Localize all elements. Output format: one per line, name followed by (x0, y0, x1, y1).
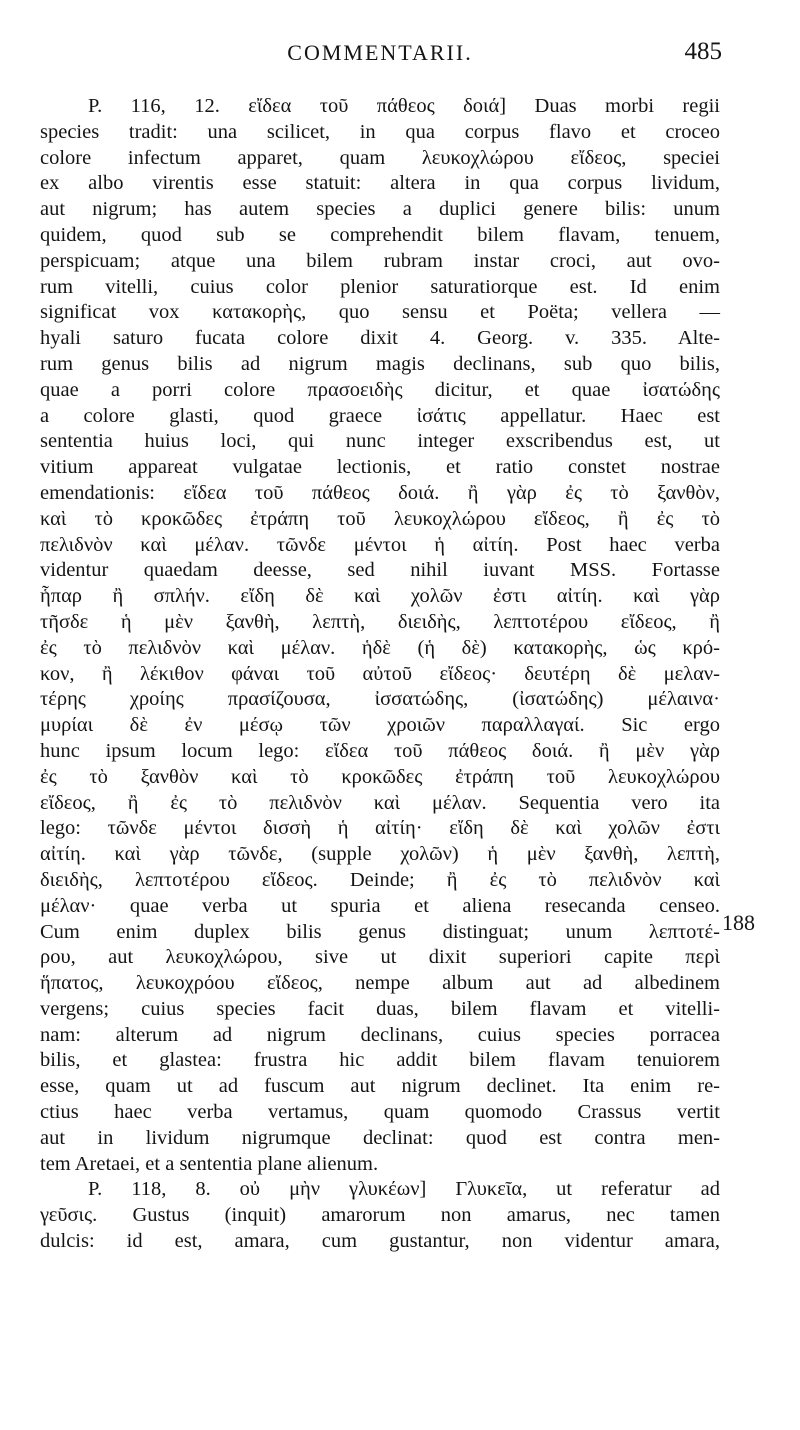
text-line: hunc ipsum locum lego: εἴδεα τοῦ πάθεος δοιά. ἢ μὲν γὰρ (40, 739, 720, 762)
text-line: nam: alterum ad nigrum declinans, cuius species porracea (40, 1023, 720, 1046)
text-line: significat vox κατακορὴς, quo sensu et Poëta; vellera — (40, 301, 720, 324)
text-line: esse, quam ut ad fuscum aut nigrum declinet. Ita enim re- (40, 1075, 720, 1098)
text-line: ἥπατος, λευκοχρόου εἴδεος, nempe album aut ad albedinem (40, 972, 720, 995)
text-line: species tradit: una scilicet, in qua corpus flavo et croceo (40, 120, 720, 143)
text-line: sententia huius loci, qui nunc integer exscribendus est, ut (40, 430, 720, 453)
text-line: ἐς τὸ πελιδνὸν καὶ μέλαν. ἡδὲ (ἡ δὲ) κατακορὴς, ὡς κρό- (40, 636, 720, 659)
text-line: ctius haec verba vertamus, quam quomodo Crassus vertit (40, 1101, 720, 1124)
text-line: ex albo virentis esse statuit: altera in qua corpus lividum, (40, 172, 720, 195)
text-line: aut in lividum nigrumque declinat: quod est contra men- (40, 1126, 720, 1149)
text-line: vergens; cuius species facit duas, bilem flavam et vitelli- (40, 997, 720, 1020)
text-line: perspicuam; atque una bilem rubram instar croci, aut ovo- (40, 249, 720, 272)
text-line: πελιδνὸν καὶ μέλαν. τῶνδε μέντοι ἡ αἰτίη. Post haec verba (40, 533, 720, 556)
text-line: hyali saturo fucata colore dixit 4. Georg. v. 335. Alte- (40, 327, 720, 350)
text-line: rum vitelli, cuius color plenior saturatiorque est. Id enim (40, 275, 720, 298)
text-line: τῆσδε ἡ μὲν ξανθὴ, λεπτὴ, διειδὴς, λεπτοτέρου εἴδεος, ἢ (40, 610, 720, 633)
page-header (40, 38, 720, 78)
text-line: tem Aretaei, et a sententia plane alienum. (40, 1152, 379, 1175)
text-line: dulcis: id est, amara, cum gustantur, non videntur amara, (40, 1230, 720, 1253)
text-line: colore infectum apparet, quam λευκοχλώρου εἴδεος, speciei (40, 146, 720, 169)
text-line: μέλαν· quae verba ut spuria et aliena resecanda censeo. (40, 894, 720, 917)
text-line: ρου, aut λευκοχλώρου, sive ut dixit superiori capite περὶ (40, 946, 720, 969)
text-line: αἰτίη. καὶ γὰρ τῶνδε, (supple χολῶν) ἡ μὲν ξανθὴ, λεπτὴ, (40, 843, 720, 866)
text-line: ἧπαρ ἢ σπλήν. εἴδη δὲ καὶ χολῶν ἐστι αἰτίη. καὶ γὰρ (40, 585, 720, 608)
commentary-text (40, 94, 720, 1255)
text-line: Cum enim duplex bilis genus distinguat; unum λεπτοτέ- (40, 920, 720, 943)
text-line: κον, ἢ λέκιθον φάναι τοῦ αὐτοῦ εἴδεος· δευτέρη δὲ μελαν- (40, 662, 720, 685)
page-number: 485 (684, 38, 722, 65)
margin-page-marker: 188 (722, 910, 755, 935)
text-line: τέρης χροίης πρασίζουσα, ἰσσατώδης, (ἰσατώδης) μέλαινα· (40, 688, 720, 711)
text-line: καὶ τὸ κροκῶδες ἐτράπη τοῦ λευκοχλώρου εἴδεος, ἢ ἐς τὸ (40, 507, 720, 530)
text-line: P. 116, 12. εἴδεα τοῦ πάθεος δοιά] Duas morbi regii (88, 95, 720, 117)
text-line: rum genus bilis ad nigrum magis declinans, sub quo bilis, (40, 352, 720, 375)
text-line: videntur quaedam deesse, sed nihil iuvant MSS. Fortasse (40, 559, 720, 582)
text-line: a colore glasti, quod graece ἰσάτις appellatur. Haec est (40, 404, 720, 427)
text-line: ἐς τὸ ξανθὸν καὶ τὸ κροκῶδες ἐτράπη τοῦ λευκοχλώρου (40, 765, 720, 788)
text-line: emendationis: εἴδεα τοῦ πάθεος δοιά. ἢ γὰρ ἐς τὸ ξανθὸν, (40, 481, 720, 504)
text-line: aut nigrum; has autem species a duplici genere bilis: unum (40, 198, 720, 221)
text-line: quidem, quod sub se comprehendit bilem flavam, tenuem, (40, 223, 720, 246)
text-line: μυρίαι δὲ ἐν μέσῳ τῶν χροιῶν παραλλαγαί. Sic ergo (40, 714, 720, 737)
text-line: vitium appareat vulgatae lectionis, et ratio constet nostrae (40, 456, 720, 479)
text-line: P. 118, 8. οὐ μὴν γλυκέων] Γλυκεῖα, ut referatur ad (88, 1178, 720, 1201)
text-line: γεῦσις. Gustus (inquit) amarorum non amarus, nec tamen (40, 1204, 720, 1227)
text-line: bilis, et glastea: frustra hic addit bilem flavam tenuiorem (40, 1049, 720, 1072)
running-head: COMMENTARII. (287, 40, 473, 65)
text-line: lego: τῶνδε μέντοι δισσὴ ἡ αἰτίη· εἴδη δὲ καὶ χολῶν ἐστι (40, 817, 720, 840)
text-line: quae a porri colore πρασοειδὴς dicitur, et quae ἰσατώδης (40, 378, 720, 401)
text-line: διειδὴς, λεπτοτέρου εἴδεος. Deinde; ἢ ἐς τὸ πελιδνὸν καὶ (40, 868, 720, 891)
text-line: εἴδεος, ἢ ἐς τὸ πελιδνὸν καὶ μέλαν. Sequentia vero ita (40, 791, 720, 814)
